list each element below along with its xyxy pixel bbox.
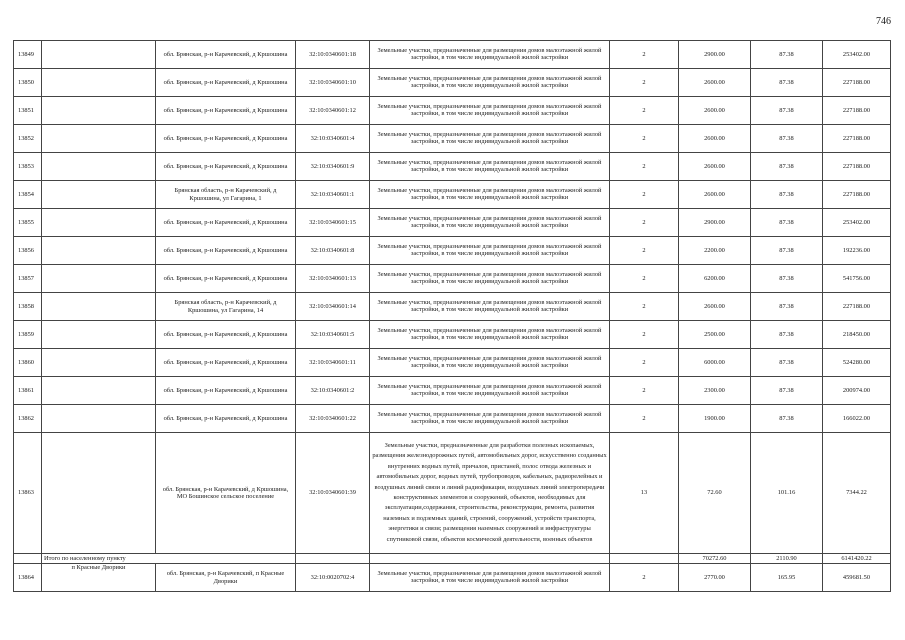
cadastral-number-cell: 32:10:0340601:5: [296, 321, 370, 349]
group-cell: 2: [610, 41, 679, 69]
group-cell: 2: [610, 293, 679, 321]
cadastral-value-cell: 227188.00: [823, 181, 891, 209]
cadastral-number-cell: 32:10:0340601:15: [296, 209, 370, 237]
rate-cell: 87.38: [751, 293, 823, 321]
land-use-cell: Земельные участки, предназначенные для размещения домов малоэтажной жилой застройки, в том числе индивидуальной жилой застройки: [370, 69, 610, 97]
cadastral-value-cell: 253402.00: [823, 41, 891, 69]
cadastral-value-cell: 166022.00: [823, 405, 891, 433]
rate-cell: 87.38: [751, 125, 823, 153]
cadastral-value-cell: 227188.00: [823, 125, 891, 153]
cadastral-value-cell: 227188.00: [823, 293, 891, 321]
spacer-cell: [296, 554, 370, 564]
spacer-cell: [42, 209, 156, 237]
row-number-cell: 13862: [14, 405, 42, 433]
land-use-cell: Земельные участки, предназначенные для размещения домов малоэтажной жилой застройки, в том числе индивидуальной жилой застройки: [370, 293, 610, 321]
spacer-cell: [610, 554, 679, 564]
group-cell: 2: [610, 405, 679, 433]
row-number-cell: 13861: [14, 377, 42, 405]
area-cell: 2600.00: [679, 97, 751, 125]
land-use-cell: Земельные участки, предназначенные для размещения домов малоэтажной жилой застройки, в том числе индивидуальной жилой застройки: [370, 405, 610, 433]
group-cell: 2: [610, 564, 679, 592]
row-number-cell: 13850: [14, 69, 42, 97]
rate-cell: 101.16: [751, 433, 823, 554]
rate-cell: 87.38: [751, 41, 823, 69]
area-cell: 72.60: [679, 433, 751, 554]
table-row: [14, 265, 891, 293]
group-cell: 2: [610, 69, 679, 97]
table-row: [14, 153, 891, 181]
spacer-cell: [42, 181, 156, 209]
row-number-cell: 13858: [14, 293, 42, 321]
cadastral-number-cell: 32:10:0340601:11: [296, 349, 370, 377]
cadastral-number-cell: 32:10:0020702:4: [296, 564, 370, 592]
table-row: [14, 97, 891, 125]
land-use-cell: Земельные участки, предназначенные для разработки полезных ископаемых, размещения железнодорожных путей, автомобильных дорог, искусственно созданных внутренних водных путей, причалов, пристаней, полос отвода железных и автомобильных дорог, водных путей, трубопроводов, кабельных, радиорелейных и воздушных линий связи и линий радиофикации, воздушных линий электропередачи конструктивных элементов и сооружений, объектов, необходимых для эксплуатации,содержания, строительства, реконструкции, ремонта, развития наземных и подземных зданий, строений, сооружений, устройств транспорта, энергетики и связи; размещения наземных сооружений и инфраструктуры спутниковой связи, объектов космической деятельности, военных объектов: [370, 433, 610, 554]
row-number-cell: 13859: [14, 321, 42, 349]
address-cell: обл. Брянская, р-н Карачевский, д Кршошина: [156, 125, 296, 153]
cadastral-number-cell: 32:10:0340601:10: [296, 69, 370, 97]
total-row: [14, 554, 891, 564]
group-cell: 2: [610, 97, 679, 125]
page-number: 746: [876, 16, 891, 27]
spacer-cell: [42, 41, 156, 69]
area-cell: 2600.00: [679, 153, 751, 181]
total-label: Итого по населенному пункту: [42, 554, 296, 564]
area-cell: 2900.00: [679, 41, 751, 69]
area-cell: 2300.00: [679, 377, 751, 405]
table-row: [14, 209, 891, 237]
address-cell: обл. Брянская, р-н Карачевский, д Кршошина: [156, 97, 296, 125]
spacer-cell: [370, 554, 610, 564]
spacer-cell: [42, 349, 156, 377]
rate-cell: 87.38: [751, 97, 823, 125]
table-row: [14, 377, 891, 405]
cadastral-number-cell: 32:10:0340601:18: [296, 41, 370, 69]
spacer-cell: [42, 69, 156, 97]
group-cell: 2: [610, 265, 679, 293]
land-use-cell: Земельные участки, предназначенные для размещения домов малоэтажной жилой застройки, в том числе индивидуальной жилой застройки: [370, 97, 610, 125]
table-row: [14, 433, 891, 554]
address-cell: обл. Брянская, р-н Карачевский, д Кршошина: [156, 237, 296, 265]
row-number-cell: 13857: [14, 265, 42, 293]
spacer-cell: [42, 97, 156, 125]
area-cell: 2600.00: [679, 69, 751, 97]
area-cell: 2600.00: [679, 125, 751, 153]
land-use-cell: Земельные участки, предназначенные для размещения домов малоэтажной жилой застройки, в том числе индивидуальной жилой застройки: [370, 41, 610, 69]
spacer-cell: [42, 153, 156, 181]
cadastral-value-cell: 200974.00: [823, 377, 891, 405]
total-rate-cell: 2110.90: [751, 554, 823, 564]
address-cell: Брянская область, р-н Карачевский, д Кршошина, ул Гагарина, 1: [156, 181, 296, 209]
spacer-cell: [42, 377, 156, 405]
cadastral-number-cell: 32:10:0340601:1: [296, 181, 370, 209]
area-cell: 6000.00: [679, 349, 751, 377]
spacer-cell: [42, 321, 156, 349]
area-cell: 2770.00: [679, 564, 751, 592]
address-cell: обл. Брянская, р-н Карачевский, д Кршошина: [156, 265, 296, 293]
area-cell: 2500.00: [679, 321, 751, 349]
land-use-cell: Земельные участки, предназначенные для размещения домов малоэтажной жилой застройки, в том числе индивидуальной жилой застройки: [370, 237, 610, 265]
rate-cell: 87.38: [751, 181, 823, 209]
group-cell: 2: [610, 321, 679, 349]
address-cell: обл. Брянская, р-н Карачевский, д Кршошина: [156, 41, 296, 69]
cadastral-number-cell: 32:10:0340601:8: [296, 237, 370, 265]
address-cell: обл. Брянская, р-н Карачевский, д Кршошина: [156, 377, 296, 405]
land-use-cell: Земельные участки, предназначенные для размещения домов малоэтажной жилой застройки, в том числе индивидуальной жилой застройки: [370, 377, 610, 405]
group-cell: 13: [610, 433, 679, 554]
row-number-cell: 13856: [14, 237, 42, 265]
land-use-cell: Земельные участки, предназначенные для размещения домов малоэтажной жилой застройки, в том числе индивидуальной жилой застройки: [370, 349, 610, 377]
group-cell: 2: [610, 349, 679, 377]
cadastral-number-cell: 32:10:0340601:12: [296, 97, 370, 125]
cadastral-value-cell: 192236.00: [823, 237, 891, 265]
rate-cell: 87.38: [751, 209, 823, 237]
area-cell: 1900.00: [679, 405, 751, 433]
cadastral-table: [13, 40, 891, 592]
cadastral-value-cell: 459681.50: [823, 564, 891, 592]
table-row: [14, 181, 891, 209]
rate-cell: 87.38: [751, 321, 823, 349]
spacer-cell: [42, 433, 156, 554]
cadastral-number-cell: 32:10:0340601:9: [296, 153, 370, 181]
area-cell: 2600.00: [679, 293, 751, 321]
group-cell: 2: [610, 181, 679, 209]
land-use-cell: Земельные участки, предназначенные для размещения домов малоэтажной жилой застройки, в том числе индивидуальной жилой застройки: [370, 564, 610, 592]
land-use-cell: Земельные участки, предназначенные для размещения домов малоэтажной жилой застройки, в том числе индивидуальной жилой застройки: [370, 125, 610, 153]
row-number-cell: 13849: [14, 41, 42, 69]
locality-label: п Красные Дворики: [42, 564, 156, 592]
group-cell: 2: [610, 209, 679, 237]
spacer-cell: [42, 405, 156, 433]
total-area-cell: 70272.60: [679, 554, 751, 564]
cadastral-value-cell: 227188.00: [823, 153, 891, 181]
area-cell: 6200.00: [679, 265, 751, 293]
row-number-cell: 13854: [14, 181, 42, 209]
group-cell: 2: [610, 377, 679, 405]
cadastral-value-cell: 227188.00: [823, 97, 891, 125]
rate-cell: 87.38: [751, 237, 823, 265]
spacer-cell: [42, 237, 156, 265]
address-cell: обл. Брянская, р-н Карачевский, д Кршошина: [156, 349, 296, 377]
cadastral-number-cell: 32:10:0340601:14: [296, 293, 370, 321]
cadastral-number-cell: 32:10:0340601:22: [296, 405, 370, 433]
cadastral-number-cell: 32:10:0340601:39: [296, 433, 370, 554]
cadastral-value-cell: 524280.00: [823, 349, 891, 377]
land-use-cell: Земельные участки, предназначенные для размещения домов малоэтажной жилой застройки, в том числе индивидуальной жилой застройки: [370, 209, 610, 237]
address-cell: обл. Брянская, р-н Карачевский, д Кршошина: [156, 321, 296, 349]
table-row: [14, 405, 891, 433]
rate-cell: 165.95: [751, 564, 823, 592]
table-row: [14, 321, 891, 349]
address-cell: обл. Брянская, р-н Карачевский, д Кршошина: [156, 153, 296, 181]
cadastral-value-cell: 541756.00: [823, 265, 891, 293]
rate-cell: 87.38: [751, 349, 823, 377]
address-cell: обл. Брянская, р-н Карачевский, д Кршошина: [156, 69, 296, 97]
rate-cell: 87.38: [751, 153, 823, 181]
area-cell: 2900.00: [679, 209, 751, 237]
spacer-cell: [42, 125, 156, 153]
cadastral-value-cell: 253402.00: [823, 209, 891, 237]
group-cell: 2: [610, 125, 679, 153]
table-row: [14, 293, 891, 321]
group-cell: 2: [610, 153, 679, 181]
row-number-cell: 13863: [14, 433, 42, 554]
table-row: [14, 41, 891, 69]
spacer-cell: [42, 293, 156, 321]
cadastral-value-cell: 227188.00: [823, 69, 891, 97]
address-cell: обл. Брянская, р-н Карачевский, п Красные Дворики: [156, 564, 296, 592]
row-number-cell: 13853: [14, 153, 42, 181]
row-number-cell: 13860: [14, 349, 42, 377]
spacer-cell: [42, 265, 156, 293]
table-row: [14, 237, 891, 265]
cadastral-number-cell: 32:10:0340601:4: [296, 125, 370, 153]
land-use-cell: Земельные участки, предназначенные для размещения домов малоэтажной жилой застройки, в том числе индивидуальной жилой застройки: [370, 265, 610, 293]
row-number-cell: 13855: [14, 209, 42, 237]
land-use-cell: Земельные участки, предназначенные для размещения домов малоэтажной жилой застройки, в том числе индивидуальной жилой застройки: [370, 153, 610, 181]
address-cell: обл. Брянская, р-н Карачевский, д Кршошина, МО Бошинское сельское поселение: [156, 433, 296, 554]
rate-cell: 87.38: [751, 265, 823, 293]
table-row: [14, 349, 891, 377]
address-cell: обл. Брянская, р-н Карачевский, д Кршошина: [156, 405, 296, 433]
row-number-cell: 13852: [14, 125, 42, 153]
address-cell: обл. Брянская, р-н Карачевский, д Кршошина: [156, 209, 296, 237]
rate-cell: 87.38: [751, 405, 823, 433]
cadastral-value-cell: 7344.22: [823, 433, 891, 554]
rate-cell: 87.38: [751, 69, 823, 97]
table-row: [14, 69, 891, 97]
row-number-cell: 13851: [14, 97, 42, 125]
table-row: [14, 125, 891, 153]
rate-cell: 87.38: [751, 377, 823, 405]
table-row: [14, 564, 891, 592]
total-value-cell: 6141420.22: [823, 554, 891, 564]
address-cell: Брянская область, р-н Карачевский, д Кршошина, ул Гагарина, 14: [156, 293, 296, 321]
area-cell: 2200.00: [679, 237, 751, 265]
land-use-cell: Земельные участки, предназначенные для размещения домов малоэтажной жилой застройки, в том числе индивидуальной жилой застройки: [370, 321, 610, 349]
row-number-cell: 13864: [14, 564, 42, 592]
cadastral-number-cell: 32:10:0340601:2: [296, 377, 370, 405]
area-cell: 2600.00: [679, 181, 751, 209]
group-cell: 2: [610, 237, 679, 265]
cadastral-number-cell: 32:10:0340601:13: [296, 265, 370, 293]
cadastral-value-cell: 218450.00: [823, 321, 891, 349]
spacer-cell: [14, 554, 42, 564]
land-use-cell: Земельные участки, предназначенные для размещения домов малоэтажной жилой застройки, в том числе индивидуальной жилой застройки: [370, 181, 610, 209]
